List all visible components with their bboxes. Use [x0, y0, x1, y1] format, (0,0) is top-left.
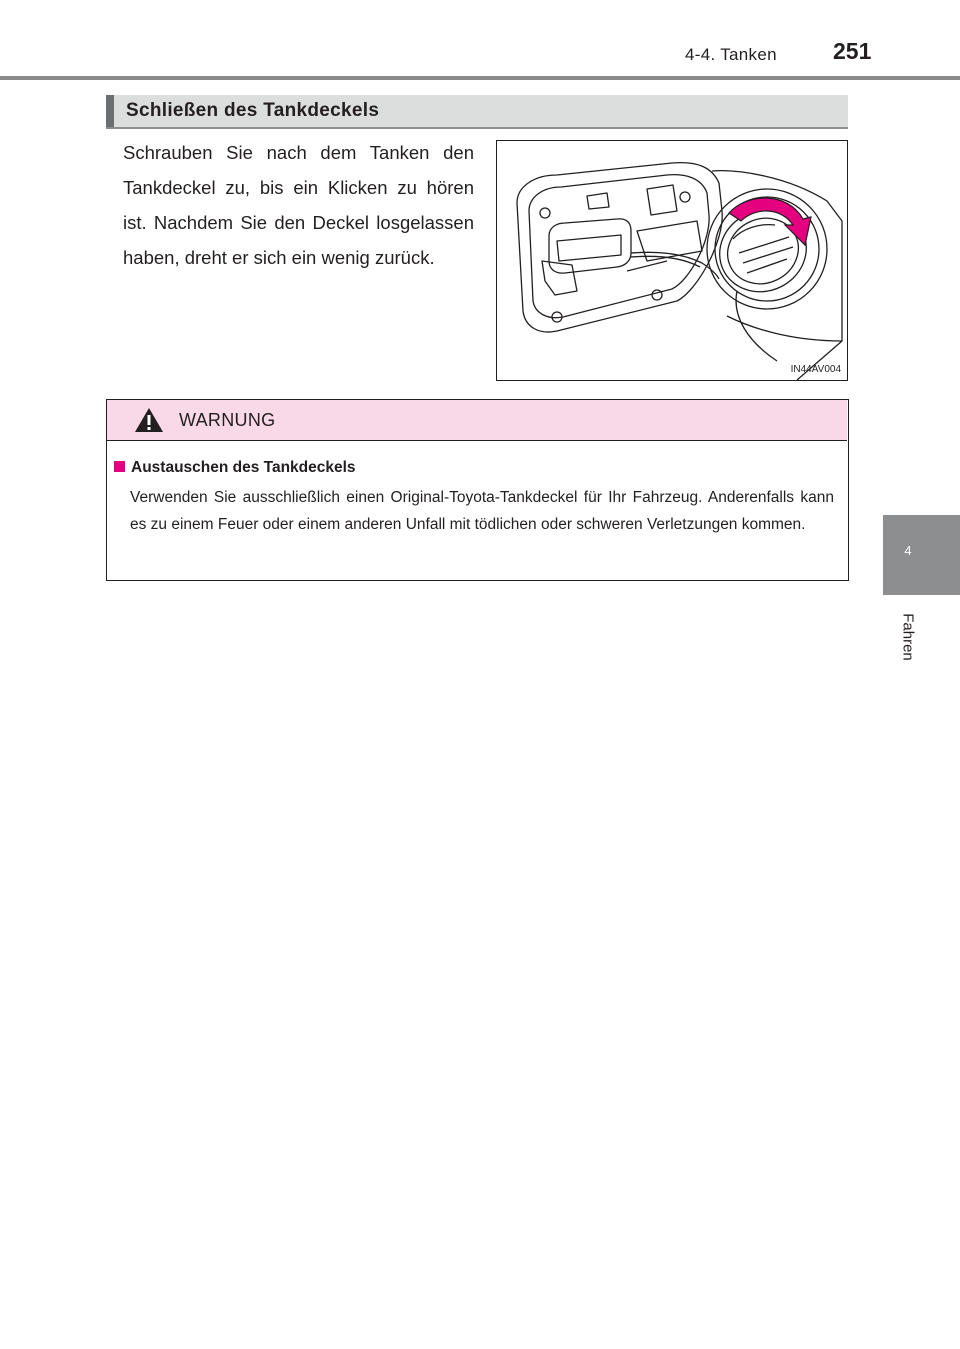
fuel-door-drawing	[497, 141, 847, 380]
header-divider	[0, 76, 960, 80]
fuel-cap-illustration	[496, 140, 848, 381]
chapter-label-text: Fahren	[899, 613, 917, 661]
warning-triangle-icon	[133, 406, 165, 434]
warning-heading-text: Austauschen des Tankdeckels	[131, 459, 356, 476]
warning-box	[106, 399, 849, 581]
running-section-title: 4-4. Tanken	[685, 45, 777, 64]
page-number: 251	[833, 38, 872, 64]
chapter-number: 4	[904, 543, 912, 558]
warning-title: WARNUNG	[179, 410, 276, 430]
fuel-door-outline	[517, 163, 722, 332]
warning-text: Verwenden Sie ausschließlich einen Original-Toyota-Tankdeckel für Ihr Fahrzeug. Anderenfalls kann es zu einem Feuer oder einem anderen Unfall mit tödlichen oder schweren Verletzungen kommen.	[130, 489, 834, 533]
section-heading-marker	[106, 95, 114, 127]
chapter-tab	[883, 515, 960, 595]
section-body-text: Schrauben Sie nach dem Tanken den Tankdeckel zu, bis ein Klicken zu hören ist. Nachdem Sie den Deckel losgelassen haben, dreht er sich ein wenig zurück.	[123, 142, 474, 268]
warning-header	[107, 400, 847, 441]
rotation-arrow	[729, 198, 811, 245]
bullet-square-icon	[114, 461, 125, 472]
warning-heading	[114, 459, 356, 477]
chapter-label	[895, 605, 921, 669]
section-heading	[106, 95, 848, 129]
section-title: Schließen des Tankdeckels	[126, 100, 380, 121]
figure-code: IN44AV004	[790, 364, 841, 375]
